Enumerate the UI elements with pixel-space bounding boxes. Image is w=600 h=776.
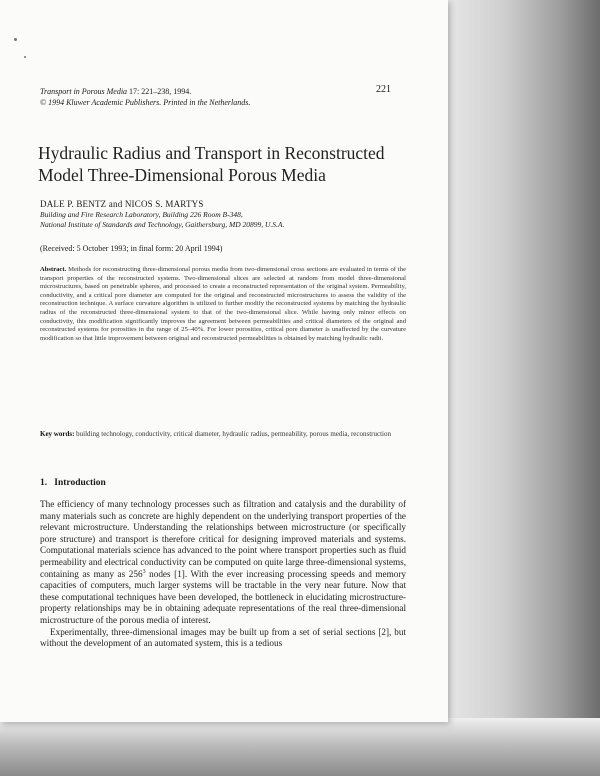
affiliation	[40, 210, 420, 230]
title-line-2: Model Three-Dimensional Porous Media	[38, 165, 326, 185]
affiliation-line-2: National Institute of Standards and Technology, Gaithersburg, MD 20899, U.S.A.	[40, 220, 285, 229]
keywords	[40, 430, 406, 440]
abstract	[40, 266, 406, 343]
scan-shadow-right	[440, 0, 600, 776]
authors: DALE P. BENTZ and NICOS S. MARTYS	[40, 199, 204, 209]
section-heading	[40, 478, 106, 488]
journal-volume: 17: 221–238, 1994.	[129, 87, 192, 96]
paragraph-1	[40, 499, 406, 627]
keywords-text: building technology, conductivity, critical diameter, hydraulic radius, permeability, porous media, reconstruction	[76, 430, 391, 438]
journal-copyright: © 1994 Kluwer Academic Publishers.	[40, 98, 162, 107]
journal-printed: Printed in the Netherlands.	[163, 98, 251, 107]
section-number: 1.	[40, 478, 48, 488]
affiliation-line-1: Building and Fire Research Laboratory, Building 226 Room B-348,	[40, 210, 243, 219]
scan-shadow-bottom	[0, 718, 600, 776]
section-title: Introduction	[54, 478, 106, 488]
abstract-label: Abstract.	[40, 266, 67, 273]
body-text	[40, 499, 406, 650]
abstract-text: Methods for reconstructing three-dimensional porous media from two-dimensional cross sections are evaluated in terms of the transport properties of the reconstructed systems. Two-dimensional slices are selected at random from model three-dimensional microstructures, based on penetrable spheres, and processed to create a reconstructed representation of the original system. Permeability, conductivity, and a critical pore diameter are computed for the original and reconstructed microstructures to assess the validity of the reconstruction technique. A surface curvature algorithm is utilized to further modify the reconstructed systems by matching the hydraulic radius of the reconstructed three-dimensional system to that of the two-dimensional slice. While having only minor effects on conductivity, this modification significantly improves the agreement between permeabilities and critical diameters of the original and reconstructed systems for porosities in the range of 25–40%. For lower porosities, critical pore diameter is unaffected by the curvature modification so that little improvement between original and reconstructed permeabilities is obtained by matching hydraulic radii.	[40, 266, 406, 342]
page-number: 221	[376, 84, 391, 95]
journal-name: Transport in Porous Media	[40, 87, 128, 96]
paragraph-1-text-b: nodes [1]. With the ever increasing processing speeds and memory capacities of computers, much larger systems will be tractable in the very near future. Now that these computational techniques have been developed, the bottleneck in elucidating microstructure-property relationships may be in obtaining adequate representations of the real three-dimensional microstructure of the porous media of interest.	[40, 568, 406, 625]
paragraph-1-text-a: The efficiency of many technology processes such as filtration and catalysis and the durability of many materials such as concrete are highly dependent on the underlying transport properties of the relevant microstructure. Understanding the relationships between microstructure (or specifically pore structure) and transport is therefore critical for designing improved materials and systems. Computational materials science has advanced to the point where transport properties such as fluid permeability and electrical conductivity can be computed on quite large three-dimensional systems, containing as many as 256	[40, 499, 406, 579]
journal-header	[40, 86, 340, 108]
title-line-1: Hydraulic Radius and Transport in Reconstructed	[38, 143, 385, 163]
paragraph-2: Experimentally, three-dimensional images may be built up from a set of serial sections [2], but without the development of an automated system, this is a tedious	[40, 626, 406, 649]
scan-speck	[14, 38, 17, 41]
paper-title	[38, 142, 408, 186]
received-dates: (Received: 5 October 1993; in final form: 20 April 1994)	[40, 244, 223, 253]
paragraph-1-superscript: 3	[142, 568, 146, 575]
keywords-label: Key words:	[40, 430, 75, 438]
scan-speck	[24, 56, 26, 58]
